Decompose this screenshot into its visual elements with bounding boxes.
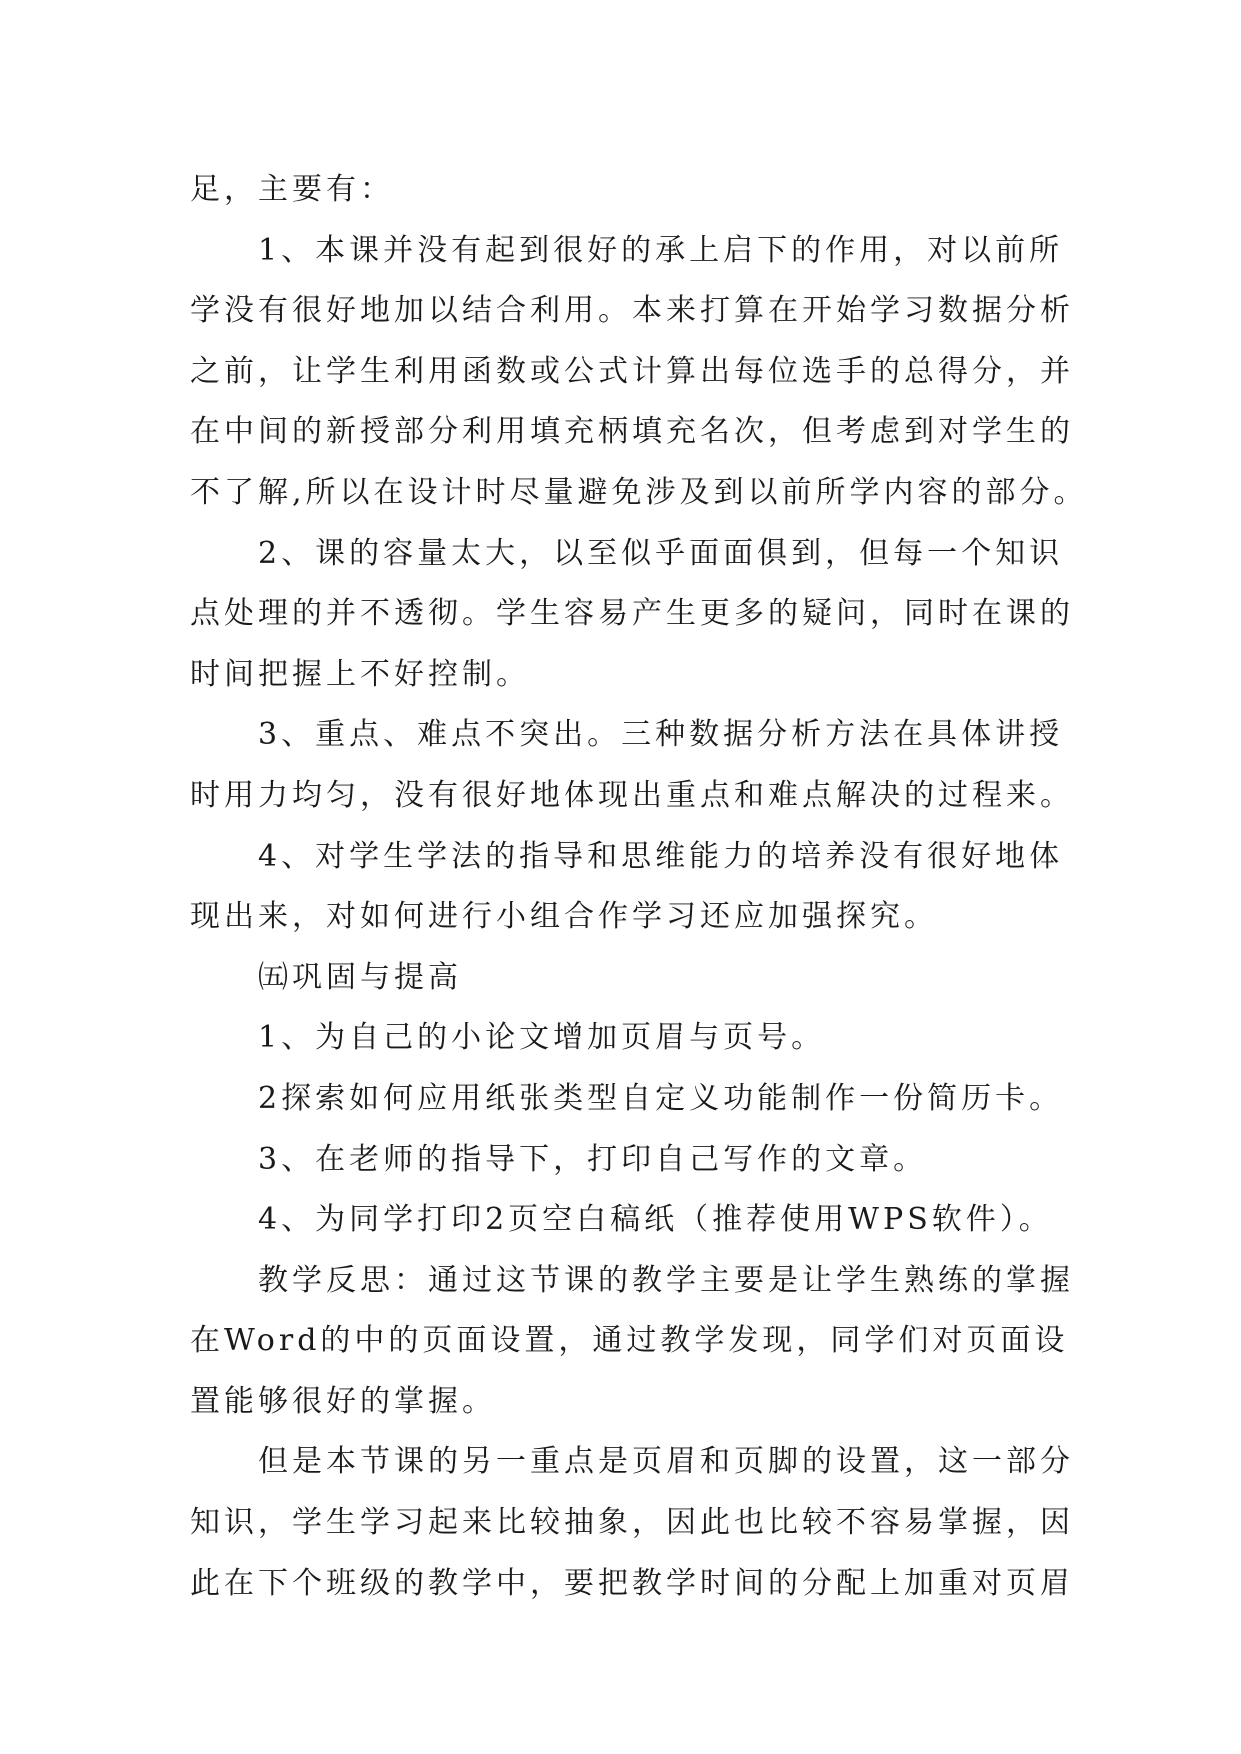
text-line: 之前，让学生利用函数或公式计算出每位选手的总得分，并 — [190, 353, 1074, 389]
text-line: 4、对学生学法的指导和思维能力的培养没有很好地体 — [258, 838, 1064, 874]
text-line: 学没有很好地加以结合利用。本来打算在开始学习数据分析 — [190, 293, 1074, 329]
text-line: 3、在老师的指导下，打印自己写作的文章。 — [258, 1141, 928, 1177]
text-line: 不了解,所以在设计时尽量避免涉及到以前所学内容的部分。 — [190, 474, 1088, 510]
text-line: 1、本课并没有起到很好的承上启下的作用，对以前所 — [258, 232, 1064, 268]
text-line: 3、重点、难点不突出。三种数据分析方法在具体讲授 — [258, 717, 1064, 753]
text-line: 但是本节课的另一重点是页眉和页脚的设置，这一部分 — [258, 1444, 1074, 1480]
text-line: 时用力均匀，没有很好地体现出重点和难点解决的过程来。 — [190, 777, 1074, 813]
text-line: 时间把握上不好控制。 — [190, 656, 530, 692]
document-body — [190, 160, 1088, 1614]
text-line: 现出来，对如何进行小组合作学习还应加强探究。 — [190, 899, 938, 935]
text-line: 2探索如何应用纸张类型自定义功能制作一份简历卡。 — [258, 1080, 1064, 1116]
text-line: 置能够很好的掌握。 — [190, 1383, 496, 1419]
text-line: ㈤巩固与提高 — [258, 959, 462, 995]
text-line: 点处理的并不透彻。学生容易产生更多的疑问，同时在课的 — [190, 596, 1074, 632]
text-line: 此在下个班级的教学中，要把教学时间的分配上加重对页眉 — [190, 1565, 1074, 1601]
text-line: 1、为自己的小论文增加页眉与页号。 — [258, 1020, 826, 1056]
text-line: 2、课的容量太大，以至似乎面面俱到，但每一个知识 — [258, 535, 1064, 571]
text-line: 在Word的中的页面设置，通过教学发现，同学们对页面设 — [190, 1323, 1069, 1359]
text-line: 在中间的新授部分利用填充柄填充名次，但考虑到对学生的 — [190, 414, 1074, 450]
text-line: 足，主要有： — [190, 172, 394, 207]
text-line: 教学反思：通过这节课的教学主要是让学生熟练的掌握 — [258, 1262, 1074, 1298]
text-line: 知识，学生学习起来比较抽象，因此也比较不容易掌握，因 — [190, 1505, 1074, 1541]
text-line: 4、为同学打印2页空白稿纸（推荐使用WPS软件）。 — [258, 1202, 1053, 1238]
